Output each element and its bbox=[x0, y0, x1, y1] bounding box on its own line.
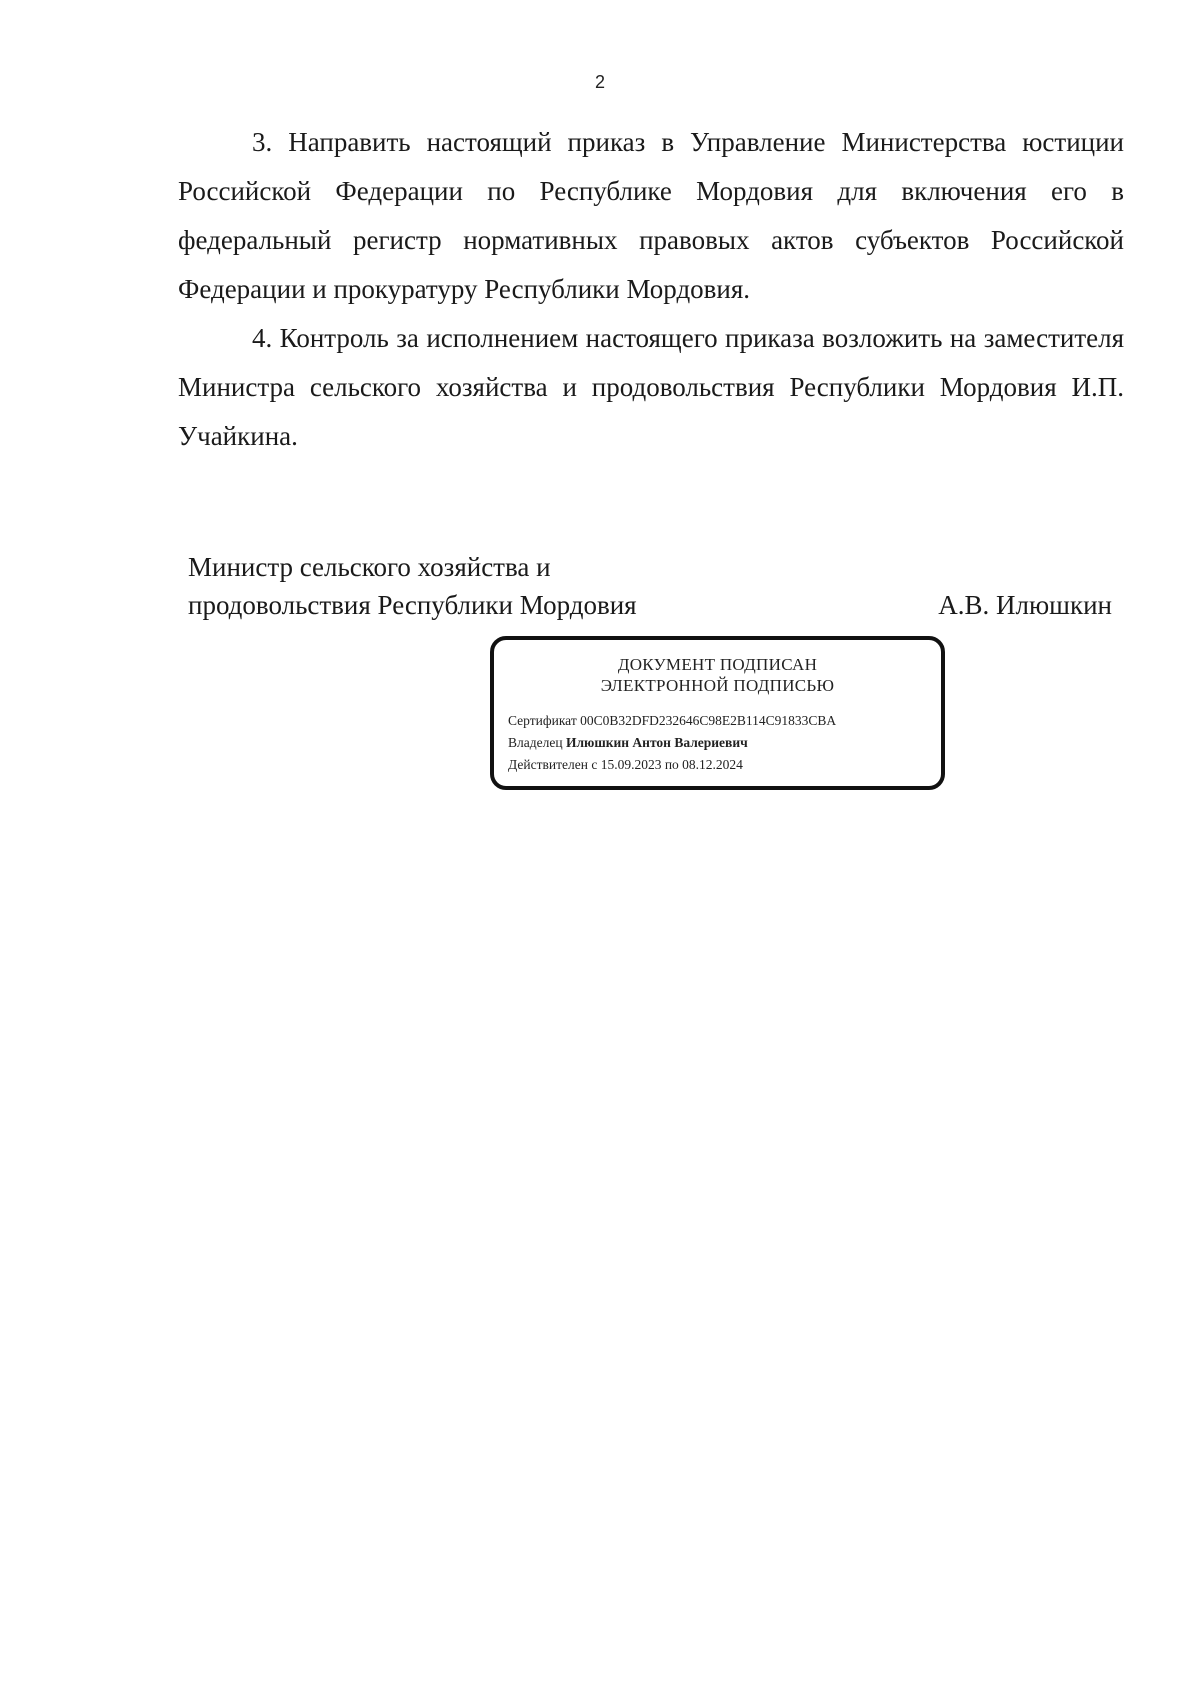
certificate-value: 00C0B32DFD232646C98E2B114C91833CBA bbox=[580, 713, 837, 728]
valid-from-label: с bbox=[591, 757, 598, 772]
owner-label: Владелец bbox=[508, 735, 563, 750]
document-body bbox=[178, 118, 1124, 461]
paragraph-3: 3. Направить настоящий приказ в Управление Министерства юстиции Российской Федерации по Республике Мордовия для включения его в федеральный регистр нормативных правовых актов субъектов Российской Федерации и прокуратуру Республики Мордовия. bbox=[178, 127, 1124, 304]
signatory-title-line2: продовольствия Республики Мордовия bbox=[188, 590, 637, 620]
signature-block bbox=[188, 548, 1118, 624]
stamp-certificate-row bbox=[508, 710, 941, 732]
page-number: 2 bbox=[594, 72, 605, 92]
stamp-details bbox=[494, 710, 941, 776]
electronic-signature-stamp bbox=[490, 636, 945, 790]
stamp-validity-row bbox=[508, 754, 941, 776]
valid-to-label: по bbox=[664, 757, 679, 772]
valid-label: Действителен bbox=[508, 757, 588, 772]
stamp-heading-line2: ЭЛЕКТРОННОЙ ПОДПИСЬЮ bbox=[600, 676, 835, 695]
certificate-label: Сертификат bbox=[508, 713, 577, 728]
paragraph-4: 4. Контроль за исполнением настоящего приказа возложить на заместителя Министра сельского хозяйства и продовольствия Республики Мордовия И.П. Учайкина. bbox=[178, 323, 1124, 451]
stamp-heading bbox=[494, 654, 941, 696]
stamp-heading-line1: ДОКУМЕНТ ПОДПИСАН bbox=[617, 655, 818, 674]
valid-to-date: 08.12.2024 bbox=[682, 757, 743, 772]
owner-value: Илюшкин Антон Валериевич bbox=[565, 735, 748, 750]
valid-from-date: 15.09.2023 bbox=[600, 757, 662, 772]
signatory-title-line1: Министр сельского хозяйства и bbox=[188, 552, 551, 582]
stamp-owner-row bbox=[508, 732, 941, 754]
signatory-name: А.В. Илюшкин bbox=[938, 590, 1112, 620]
